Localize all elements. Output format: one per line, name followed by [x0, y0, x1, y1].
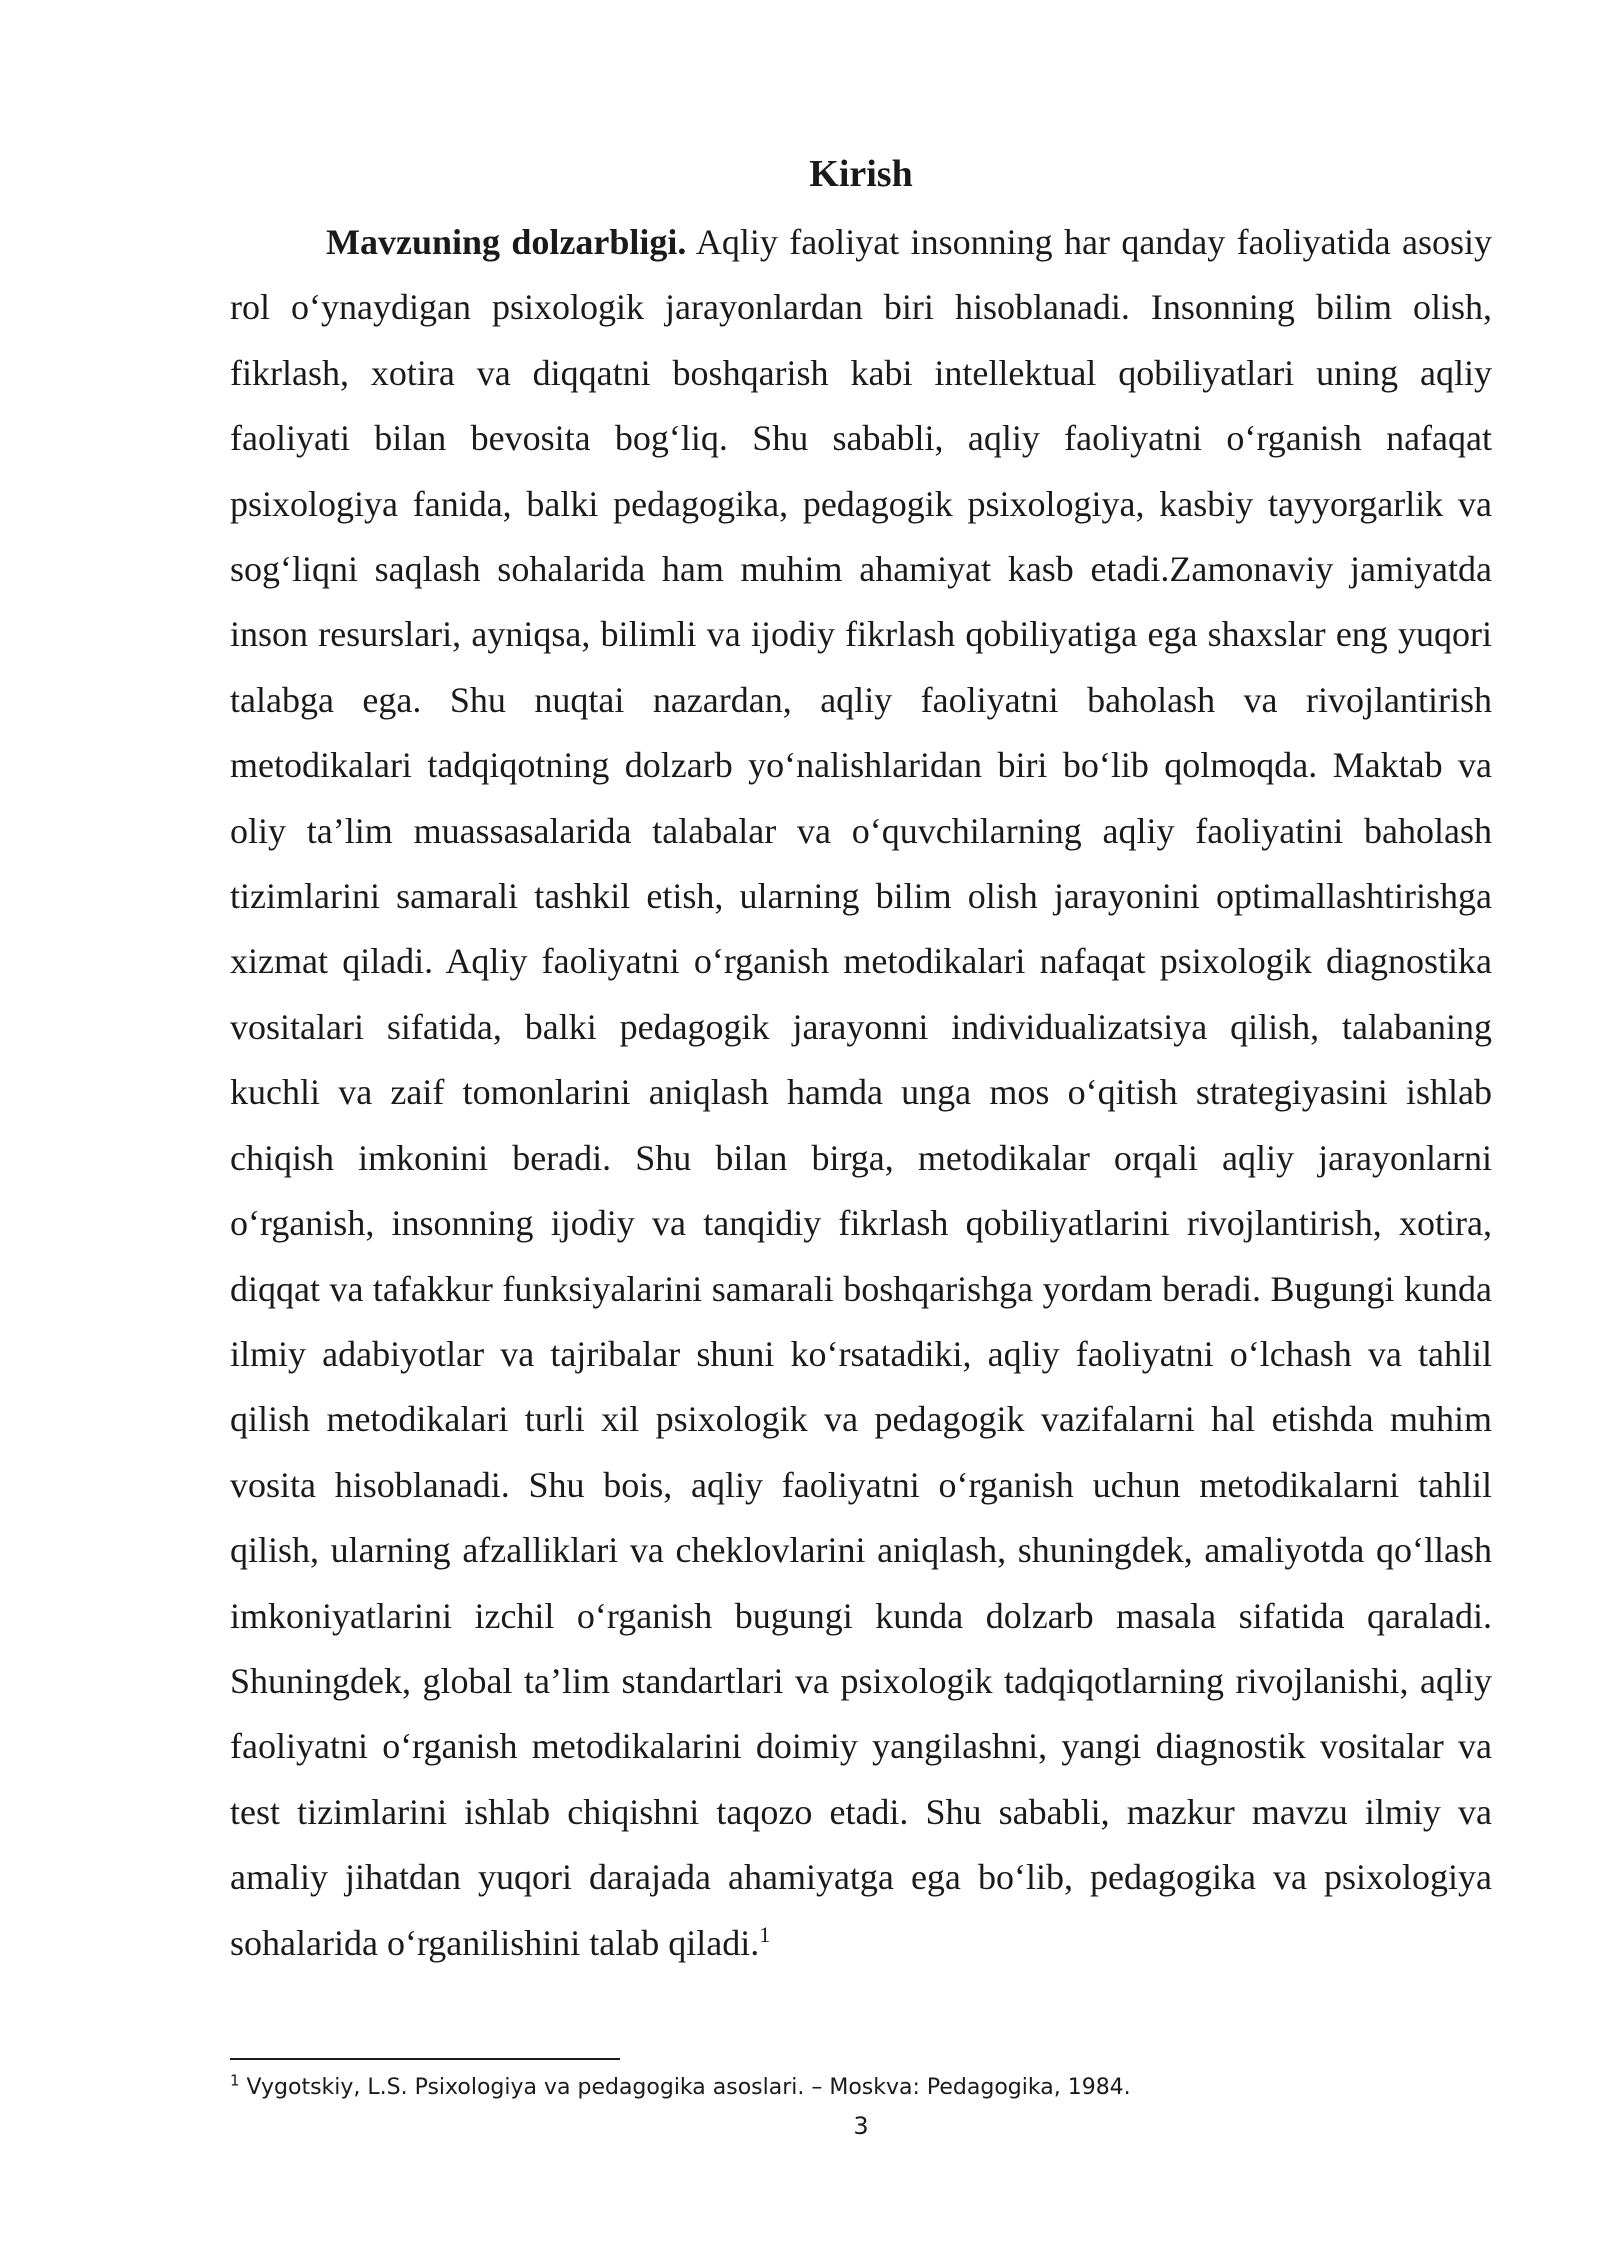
section-heading: Kirish: [809, 153, 913, 195]
footnote: [230, 2072, 1492, 2104]
paragraph-lead: Mavzuning dolzarbligi.: [326, 222, 687, 262]
footnote-reference[interactable]: 1: [759, 1921, 771, 1947]
body-paragraph: [230, 210, 1492, 1976]
footnote-text: Vygotskiy, L.S. Psixologiya va pedagogika asoslari. – Moskva: Pedagogika, 1984.: [239, 2075, 1131, 2100]
footnote-separator: [230, 2058, 620, 2060]
paragraph-text: Aqliy faoliyat insonning har qanday faoliyatida asosiy rol o‘ynaydigan psixologik jarayonlardan biri hisoblanadi. Insonning bilim olish, fikrlash, xotira va diqqatni boshqarish kabi intellektual qobiliyatlari uning aqliy faoliyati bilan bevosita bog‘liq. Shu sababli, aqliy faoliyatni o‘rganish nafaqat psixologiya fanida, balki pedagogika, pedagogik psixologiya, kasbiy tayyorgarlik va sog‘liqni saqlash sohalarida ham muhim ahamiyat kasb etadi.Zamonaviy jamiyatda inson resurslari, ayniqsa, bilimli va ijodiy fikrlash qobiliyatiga ega shaxslar eng yuqori talabga ega. Shu nuqtai nazardan, aqliy faoliyatni baholash va rivojlantirish metodikalari tadqiqotning dolzarb yo‘nalishlaridan biri bo‘lib qolmoqda. Maktab va oliy ta’lim muassasalarida talabalar va o‘quvchilarning aqliy faoliyatini baholash tizimlarini samarali tashkil etish, ularning bilim olish jarayonini optimallashtirishga xizmat qiladi. Aqliy faoliyatni o‘rganish metodikalari nafaqat psixologik diagnostika vositalari sifatida, balki pedagogik jarayonni individualizatsiya qilish, talabaning kuchli va zaif tomonlarini aniqlash hamda unga mos o‘qitish strategiyasini ishlab chiqish imkonini beradi. Shu bilan birga, metodikalar orqali aqliy jarayonlarni o‘rganish, insonning ijodiy va tanqidiy fikrlash qobiliyatlarini rivojlantirish, xotira, diqqat va tafakkur funksiyalarini samarali boshqarishga yordam beradi. Bugungi kunda ilmiy adabiyotlar va tajribalar shuni ko‘rsatadiki, aqliy faoliyatni o‘lchash va tahlil qilish metodikalari turli xil psixologik va pedagogik vazifalarni hal etishda muhim vosita hisoblanadi. Shu bois, aqliy faoliyatni o‘rganish uchun metodikalarni tahlil qilish, ularning afzalliklari va cheklovlarini aniqlash, shuningdek, amaliyotda qo‘llash imkoniyatlarini izchil o‘rganish bugungi kunda dolzarb masala sifatida qaraladi. Shuningdek, global ta’lim standartlari va psixologik tadqiqotlarning rivojlanishi, aqliy faoliyatni o‘rganish metodikalarini doimiy yangilashni, yangi diagnostik vositalar va test tizimlarini ishlab chiqishni taqozo etadi. Shu sababli, mazkur mavzu ilmiy va amaliy jihatdan yuqori darajada ahamiyatga ega bo‘lib, pedagogika va psixologiya sohalarida o‘rganilishini talab qiladi.: [230, 222, 1492, 1963]
footnote-mark: 1: [230, 2071, 240, 2090]
page-number: 3: [853, 2112, 869, 2140]
